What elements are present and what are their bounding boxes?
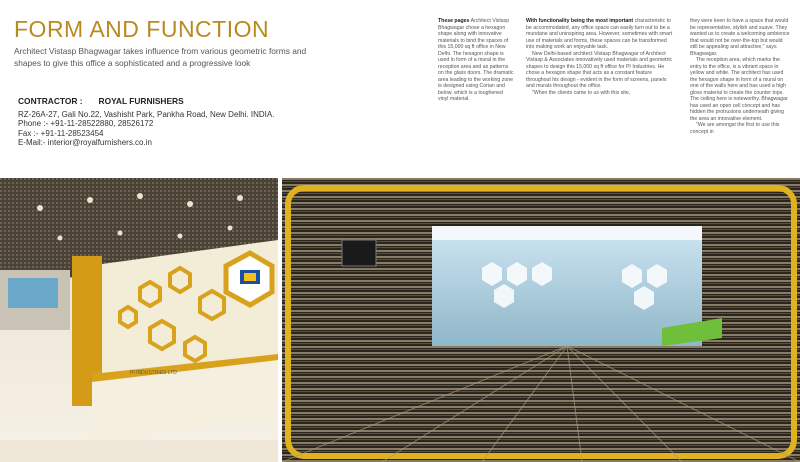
photo-caption [438,18,514,103]
body-paragraph: "We are amongst the first to use this concept in [690,122,780,135]
reception-photo [0,178,278,462]
caption-lead: These pages [438,18,470,24]
article-title: FORM AND FUNCTION [14,16,270,42]
caption-text: Architect Vistasp Bhagwagar chose a hexagon shape along with innovative materials to bind the spaces of this 15,000 sq ft office in New Delhi. The hexagon shape is used in form of a mural in the reception area and as patterns on the glass doors. The dramatic area leading to the working zone is designed using Corian and below, which is a toughened vinyl material. [438,18,514,102]
contractor-heading [18,96,184,106]
contractor-label: CONTRACTOR : [18,96,83,106]
fax-line: Fax :- +91-11-28523454 [18,128,104,138]
reception-illustration [0,178,278,462]
body-lead: With functionality being the most important [526,18,634,24]
corridor-illustration [282,178,800,462]
email-line: E-Mail:- interior@royalfurnishers.co.in [18,138,152,148]
address-line: RZ-26A-27, Gali No.22, Vashisht Park, Pankha Road, New Delhi. INDIA. [18,110,275,119]
body-column-1 [526,18,676,96]
article-subtitle: Architect Vistasp Bhagwagar takes influence from various geometric forms and shapes to give this office a sophisticated and a progressive look [14,46,307,68]
body-text: characteristic to be accommodated, any office space can easily turn out to be a mundane and uninspiring area. However, sometimes with smart use of materials and forms, these spaces can be transformed into making work an enjoyable task. [526,18,673,50]
body-paragraph: New Delhi-based architect Vistasp Bhagwagar of Architect Vistasp & Associates innovatively used materials and geometric shapes to design this 15,000 sq ft office for PI Industries. He chose a hexagon shape that acts as a constant feature throughout his design - evident in the form of screens, panels and murals throughout the office. [526,50,673,89]
body-paragraph [526,18,676,51]
body-paragraph: "When the clients came to us with this site, [532,89,631,96]
body-column-2 [690,18,790,135]
contractor-name: ROYAL FURNISHERS [98,96,184,106]
contractor-address [18,110,274,148]
body-paragraph: The reception area, which marks the entry to the office, is a vibrant space in yellow and white. The architect has used the hexagon shape in form of a mural on one of the walls here and has used a high gloss material to create the counter tops. The ceiling here is noteworthy. Bhagwagar has used an open cell concept and has hidden the protrusions underneath giving the area an innovative element. [690,57,788,122]
reception-sign: PI INDUSTRIES LTD [130,370,177,376]
phone-line: Phone :- +91-11-28522880, 28526172 [18,119,154,129]
body-paragraph: they were keen to have a space that would be representative, stylish and suave. They wanted us to create a welcoming ambience that would not be over-the-top but would still be appealing and attractive," says Bhagwagar. [690,18,790,57]
corridor-photo [282,178,800,462]
